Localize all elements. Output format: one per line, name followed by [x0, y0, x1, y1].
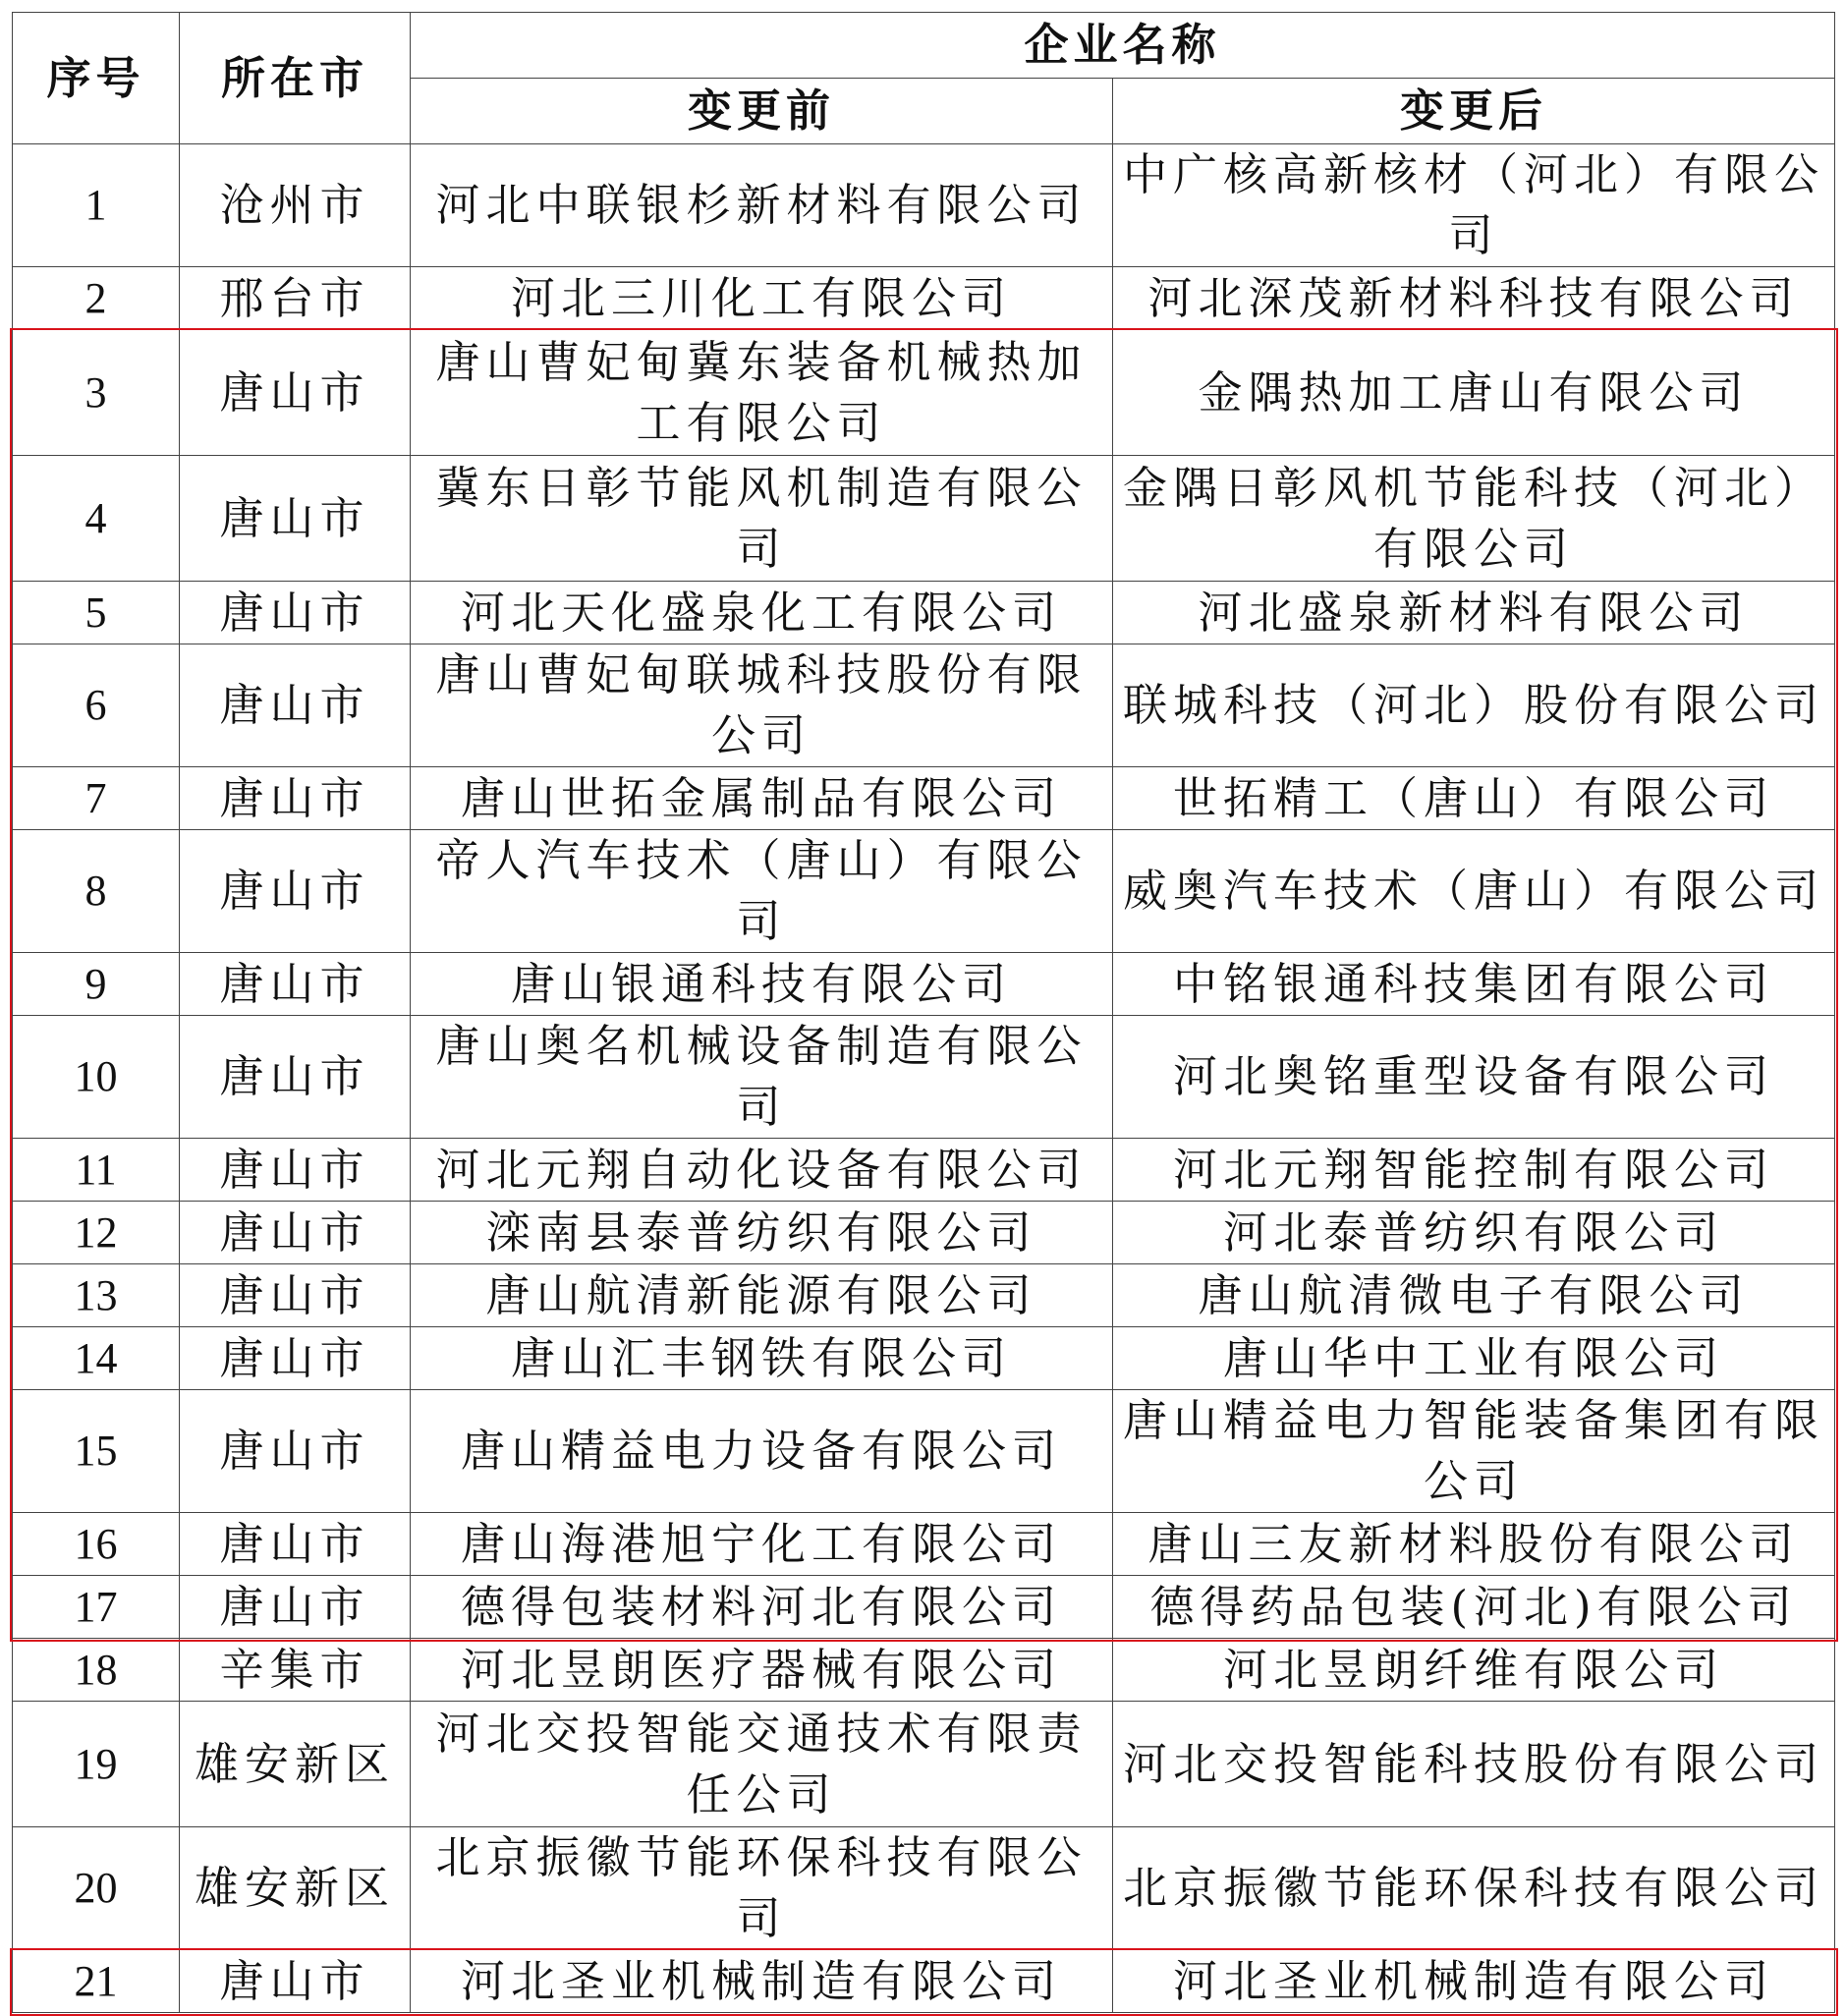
table-row [13, 144, 1835, 267]
row-index: 15 [13, 1390, 180, 1513]
row-city: 唐山市 [180, 1576, 411, 1639]
table-row [13, 644, 1835, 767]
row-after-name: 中铭银通科技集团有限公司 [1113, 953, 1835, 1016]
header-row-top [13, 13, 1835, 79]
row-index: 1 [13, 144, 180, 267]
row-city: 唐山市 [180, 1139, 411, 1202]
table-row [13, 1202, 1835, 1264]
row-index: 10 [13, 1016, 180, 1139]
row-before-name: 德得包装材料河北有限公司 [411, 1576, 1113, 1639]
table-row [13, 1702, 1835, 1827]
row-before-name: 唐山海港旭宁化工有限公司 [411, 1513, 1113, 1576]
row-before-name: 唐山奥名机械设备制造有限公司 [411, 1016, 1113, 1139]
row-before-name: 唐山曹妃甸联城科技股份有限公司 [411, 644, 1113, 767]
row-city: 唐山市 [180, 582, 411, 644]
row-city: 唐山市 [180, 953, 411, 1016]
company-name-change-table [12, 12, 1835, 2013]
header-company-name: 企业名称 [411, 13, 1835, 79]
header-after: 变更后 [1113, 79, 1835, 144]
table-row [13, 767, 1835, 830]
row-before-name: 河北昱朗医疗器械有限公司 [411, 1639, 1113, 1702]
row-before-name: 唐山世拓金属制品有限公司 [411, 767, 1113, 830]
row-before-name: 冀东日彰节能风机制造有限公司 [411, 456, 1113, 582]
row-city: 唐山市 [180, 1016, 411, 1139]
row-before-name: 滦南县泰普纺织有限公司 [411, 1202, 1113, 1264]
row-index: 20 [13, 1827, 180, 1950]
row-index: 14 [13, 1327, 180, 1390]
table-row [13, 1950, 1835, 2013]
row-before-name: 河北三川化工有限公司 [411, 267, 1113, 330]
table-row [13, 1513, 1835, 1576]
row-index: 12 [13, 1202, 180, 1264]
row-city: 辛集市 [180, 1639, 411, 1702]
row-index: 8 [13, 830, 180, 953]
row-index: 7 [13, 767, 180, 830]
row-before-name: 北京振徽节能环保科技有限公司 [411, 1827, 1113, 1950]
row-city: 唐山市 [180, 644, 411, 767]
table-row [13, 953, 1835, 1016]
row-city: 唐山市 [180, 456, 411, 582]
row-index: 11 [13, 1139, 180, 1202]
row-before-name: 河北天化盛泉化工有限公司 [411, 582, 1113, 644]
row-before-name: 河北交投智能交通技术有限责任公司 [411, 1702, 1113, 1827]
row-city: 唐山市 [180, 1950, 411, 2013]
table-row [13, 1327, 1835, 1390]
row-after-name: 河北元翔智能控制有限公司 [1113, 1139, 1835, 1202]
row-city: 唐山市 [180, 830, 411, 953]
row-index: 9 [13, 953, 180, 1016]
table-row [13, 1139, 1835, 1202]
row-index: 2 [13, 267, 180, 330]
table-row [13, 1016, 1835, 1139]
table-row [13, 456, 1835, 582]
row-after-name: 唐山航清微电子有限公司 [1113, 1264, 1835, 1327]
row-city: 唐山市 [180, 1264, 411, 1327]
row-city: 唐山市 [180, 1390, 411, 1513]
row-city: 唐山市 [180, 1202, 411, 1264]
row-after-name: 中广核高新核材（河北）有限公司 [1113, 144, 1835, 267]
row-before-name: 唐山汇丰钢铁有限公司 [411, 1327, 1113, 1390]
row-after-name: 威奥汽车技术（唐山）有限公司 [1113, 830, 1835, 953]
row-after-name: 河北盛泉新材料有限公司 [1113, 582, 1835, 644]
row-after-name: 金隅日彰风机节能科技（河北）有限公司 [1113, 456, 1835, 582]
row-city: 沧州市 [180, 144, 411, 267]
row-before-name: 河北圣业机械制造有限公司 [411, 1950, 1113, 2013]
table-row [13, 267, 1835, 330]
row-after-name: 河北深茂新材料科技有限公司 [1113, 267, 1835, 330]
row-before-name: 唐山精益电力设备有限公司 [411, 1390, 1113, 1513]
table-row [13, 1827, 1835, 1950]
row-before-name: 河北中联银杉新材料有限公司 [411, 144, 1113, 267]
row-city: 唐山市 [180, 767, 411, 830]
row-city: 唐山市 [180, 1327, 411, 1390]
row-after-name: 河北泰普纺织有限公司 [1113, 1202, 1835, 1264]
row-index: 3 [13, 330, 180, 456]
row-after-name: 唐山华中工业有限公司 [1113, 1327, 1835, 1390]
header-index: 序号 [13, 13, 180, 144]
row-index: 4 [13, 456, 180, 582]
row-city: 唐山市 [180, 1513, 411, 1576]
row-city: 雄安新区 [180, 1702, 411, 1827]
row-after-name: 联城科技（河北）股份有限公司 [1113, 644, 1835, 767]
row-index: 16 [13, 1513, 180, 1576]
row-index: 17 [13, 1576, 180, 1639]
table-row [13, 1639, 1835, 1702]
row-index: 19 [13, 1702, 180, 1827]
row-index: 6 [13, 644, 180, 767]
row-before-name: 唐山曹妃甸冀东装备机械热加工有限公司 [411, 330, 1113, 456]
row-after-name: 河北昱朗纤维有限公司 [1113, 1639, 1835, 1702]
row-after-name: 世拓精工（唐山）有限公司 [1113, 767, 1835, 830]
row-before-name: 唐山航清新能源有限公司 [411, 1264, 1113, 1327]
table-row [13, 330, 1835, 456]
table-row [13, 1390, 1835, 1513]
table-row [13, 1264, 1835, 1327]
row-index: 13 [13, 1264, 180, 1327]
row-index: 21 [13, 1950, 180, 2013]
header-before: 变更前 [411, 79, 1113, 144]
row-after-name: 唐山精益电力智能装备集团有限公司 [1113, 1390, 1835, 1513]
row-city: 邢台市 [180, 267, 411, 330]
row-before-name: 帝人汽车技术（唐山）有限公司 [411, 830, 1113, 953]
row-index: 5 [13, 582, 180, 644]
row-city: 雄安新区 [180, 1827, 411, 1950]
row-index: 18 [13, 1639, 180, 1702]
row-after-name: 河北交投智能科技股份有限公司 [1113, 1702, 1835, 1827]
row-city: 唐山市 [180, 330, 411, 456]
row-after-name: 金隅热加工唐山有限公司 [1113, 330, 1835, 456]
table-row [13, 582, 1835, 644]
table-row [13, 1576, 1835, 1639]
row-after-name: 河北奥铭重型设备有限公司 [1113, 1016, 1835, 1139]
row-after-name: 德得药品包装(河北)有限公司 [1113, 1576, 1835, 1639]
row-after-name: 河北圣业机械制造有限公司 [1113, 1950, 1835, 2013]
row-after-name: 北京振徽节能环保科技有限公司 [1113, 1827, 1835, 1950]
header-city: 所在市 [180, 13, 411, 144]
row-before-name: 唐山银通科技有限公司 [411, 953, 1113, 1016]
row-after-name: 唐山三友新材料股份有限公司 [1113, 1513, 1835, 1576]
row-before-name: 河北元翔自动化设备有限公司 [411, 1139, 1113, 1202]
table-row [13, 830, 1835, 953]
